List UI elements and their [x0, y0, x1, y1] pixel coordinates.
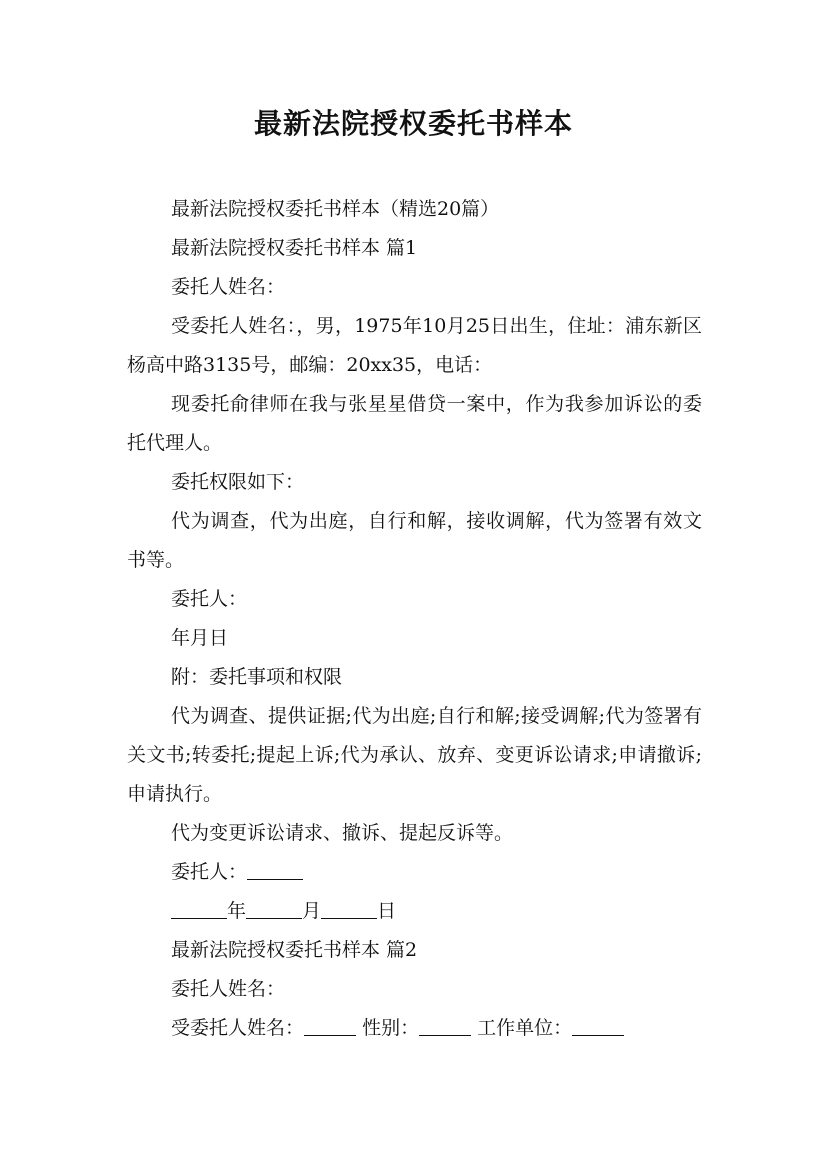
day-blank	[321, 899, 377, 919]
agent-info-paragraph: 受委托人姓名：，男，1975年10月25日出生，住址：浦东新区杨高中路3135号，邮编：20xx35，电话：	[127, 315, 702, 376]
appendix-paragraph: 代为调查、提供证据;代为出庭;自行和解;接受调解;代为签署有关文书;转委托;提起上诉;代为承认、放弃、变更诉讼请求;申请撤诉;申请执行。	[127, 705, 702, 805]
signer-label: 委托人：	[171, 861, 248, 883]
agent-name-blank	[304, 1016, 356, 1036]
document-body	[127, 190, 702, 1048]
date-line-plain: 年月日	[171, 627, 229, 649]
change-claims-paragraph: 代为变更诉讼请求、撤诉、提起反诉等。	[171, 822, 514, 844]
year-blank	[171, 899, 227, 919]
month-label: 月	[302, 900, 322, 922]
gender-label: 性别：	[362, 1017, 420, 1039]
paragraph-intro: 最新法院授权委托书样本（精选20篇）	[171, 198, 500, 220]
day-label: 日	[377, 900, 397, 922]
agent-fields-line	[127, 1009, 702, 1048]
document-title: 最新法院授权委托书样本	[253, 107, 573, 140]
client-name-line: 委托人姓名：	[171, 276, 286, 298]
signer-line: 委托人：	[171, 588, 248, 610]
signature-blank	[247, 860, 303, 880]
date-blank-line	[127, 892, 702, 931]
section-heading-1: 最新法院授权委托书样本 篇1	[171, 237, 418, 259]
authority-heading: 委托权限如下：	[171, 471, 305, 493]
agent-name-label: 受委托人姓名：	[171, 1017, 305, 1039]
entrustment-paragraph: 现委托俞律师在我与张星星借贷一案中，作为我参加诉讼的委托代理人。	[127, 393, 702, 454]
authority-paragraph: 代为调查，代为出庭，自行和解，接收调解，代为签署有效文书等。	[127, 510, 702, 571]
signer-blank-line	[127, 853, 702, 892]
section-heading-2: 最新法院授权委托书样本 篇2	[171, 939, 418, 961]
appendix-heading: 附：委托事项和权限	[171, 666, 343, 688]
month-blank	[246, 899, 302, 919]
year-label: 年	[227, 900, 247, 922]
client-name-line-2: 委托人姓名：	[171, 978, 286, 1000]
gender-blank	[419, 1016, 471, 1036]
work-unit-blank	[572, 1016, 624, 1036]
work-unit-label: 工作单位：	[477, 1017, 573, 1039]
